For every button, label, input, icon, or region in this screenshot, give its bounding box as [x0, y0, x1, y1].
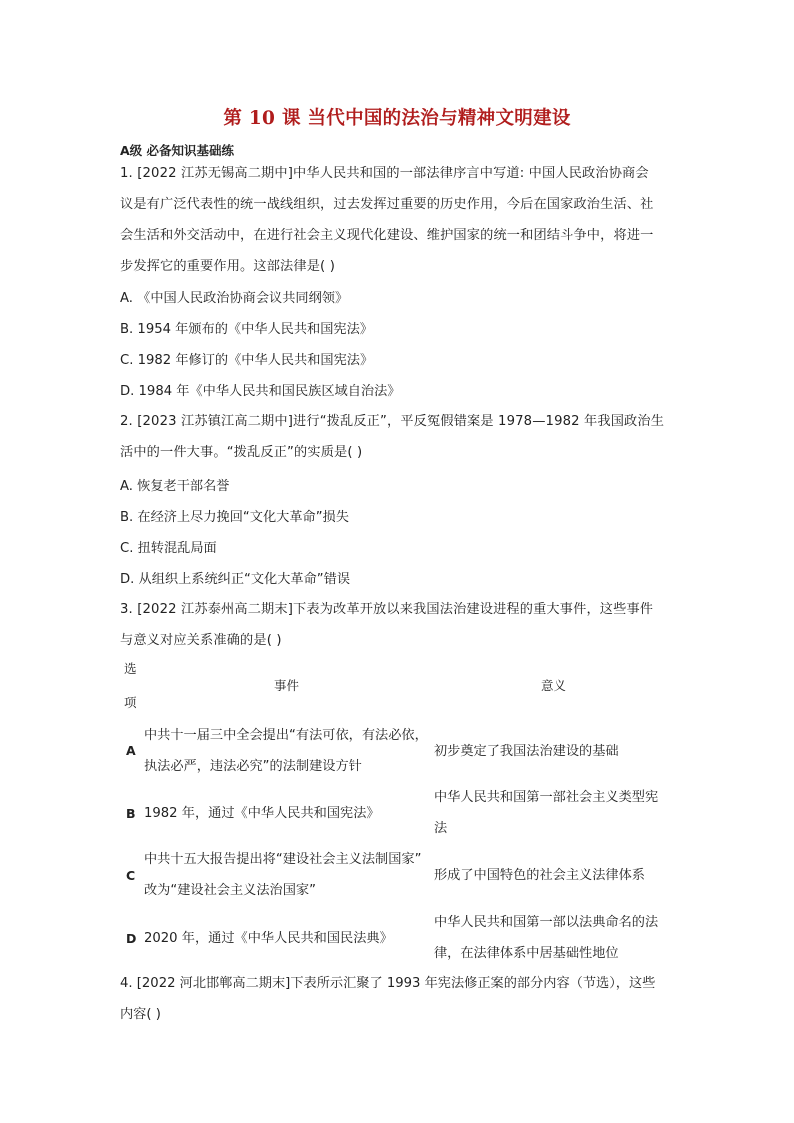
q1-option-c[interactable]: C. 1982 年修订的《中华人民共和国宪法》	[120, 353, 374, 368]
table-row-label-c: C	[126, 868, 136, 883]
table-row-label-d: D	[126, 931, 137, 946]
table-header-option-2: 项	[124, 695, 137, 710]
question-3-stem	[120, 594, 680, 656]
q2-option-a[interactable]: A. 恢复老干部名誉	[120, 479, 230, 494]
table-row-d-meaning	[434, 907, 658, 969]
table-row-b-meaning	[434, 782, 658, 844]
q2-option-d[interactable]: D. 从组织上系统纠正“文化大革命”错误	[120, 572, 351, 587]
q1-option-d[interactable]: D. 1984 年《中华人民共和国民族区域自治法》	[120, 384, 401, 399]
q1-line: 步发挥它的重要作用。这部法律是( )	[120, 259, 335, 274]
table-row-a-event	[144, 720, 428, 782]
table-header-option-1: 选	[124, 661, 137, 676]
event-line: 2020 年，通过《中华人民共和国民法典》	[144, 931, 393, 946]
event-line: 改为“建设社会主义法治国家”	[144, 883, 316, 898]
page-title: 第 10 课 当代中国的法治与精神文明建设	[223, 108, 571, 129]
table-row-label-b: B	[126, 806, 136, 821]
table-row-b-event	[144, 798, 380, 829]
q2-line: 2. [2023 江苏镇江高二期中]进行“拨乱反正”，平反冤假错案是 1978—1982 年我国政治生	[120, 414, 665, 429]
q1-option-b[interactable]: B. 1954 年颁布的《中华人民共和国宪法》	[120, 322, 373, 337]
q1-line: 会生活和外交活动中，在进行社会主义现代化建设、维护国家的统一和团结斗争中，将进一	[120, 228, 654, 243]
event-line: 中共十五大报告提出将“建设社会主义法制国家”	[144, 852, 422, 867]
event-line: 中共十一届三中全会提出“有法可依，有法必依，	[144, 728, 428, 743]
q2-line: 活中的一件大事。“拨乱反正”的实质是( )	[120, 445, 363, 460]
meaning-line: 律，在法律体系中居基础性地位	[434, 946, 619, 961]
q1-option-a[interactable]: A. 《中国人民政治协商会议共同纲领》	[120, 291, 349, 306]
q3-line: 3. [2022 江苏泰州高二期末]下表为改革开放以来我国法治建设进程的重大事件，这些事件	[120, 602, 654, 617]
q2-option-b[interactable]: B. 在经济上尽力挽回“文化大革命”损失	[120, 510, 349, 525]
question-2-stem	[120, 406, 680, 468]
q1-line: 议是有广泛代表性的统一战线组织，过去发挥过重要的历史作用，今后在国家政治生活、社	[120, 197, 654, 212]
table-header-event: 事件	[274, 678, 300, 693]
q4-line: 4. [2022 河北邯郸高二期末]下表所示汇聚了 1993 年宪法修正案的部分内容（节选），这些	[120, 976, 656, 991]
table-row-label-a: A	[126, 743, 136, 758]
question-1-stem	[120, 158, 680, 282]
table-row-c-meaning	[434, 860, 645, 891]
q2-option-c[interactable]: C. 扭转混乱局面	[120, 541, 217, 556]
meaning-line: 初步奠定了我国法治建设的基础	[434, 744, 619, 759]
table-row-a-meaning	[434, 736, 619, 767]
meaning-line: 中华人民共和国第一部以法典命名的法	[434, 915, 659, 930]
event-line: 执法必严，违法必究”的法制建设方针	[144, 759, 362, 774]
meaning-line: 形成了中国特色的社会主义法律体系	[434, 868, 645, 883]
q1-line: 1. [2022 江苏无锡高二期中]中华人民共和国的一部法律序言中写道: 中国人民政治协商会	[120, 166, 649, 181]
section-level-label: A级 必备知识基础练	[120, 143, 235, 158]
table-row-d-event	[144, 923, 393, 954]
meaning-line: 中华人民共和国第一部社会主义类型宪	[434, 790, 659, 805]
meaning-line: 法	[434, 821, 448, 836]
table-header-meaning: 意义	[541, 678, 567, 693]
table-row-c-event	[144, 844, 421, 906]
q3-line: 与意义对应关系准确的是( )	[120, 633, 282, 648]
q4-line: 内容( )	[120, 1007, 161, 1022]
event-line: 1982 年，通过《中华人民共和国宪法》	[144, 806, 380, 821]
question-4-stem	[120, 968, 680, 1030]
